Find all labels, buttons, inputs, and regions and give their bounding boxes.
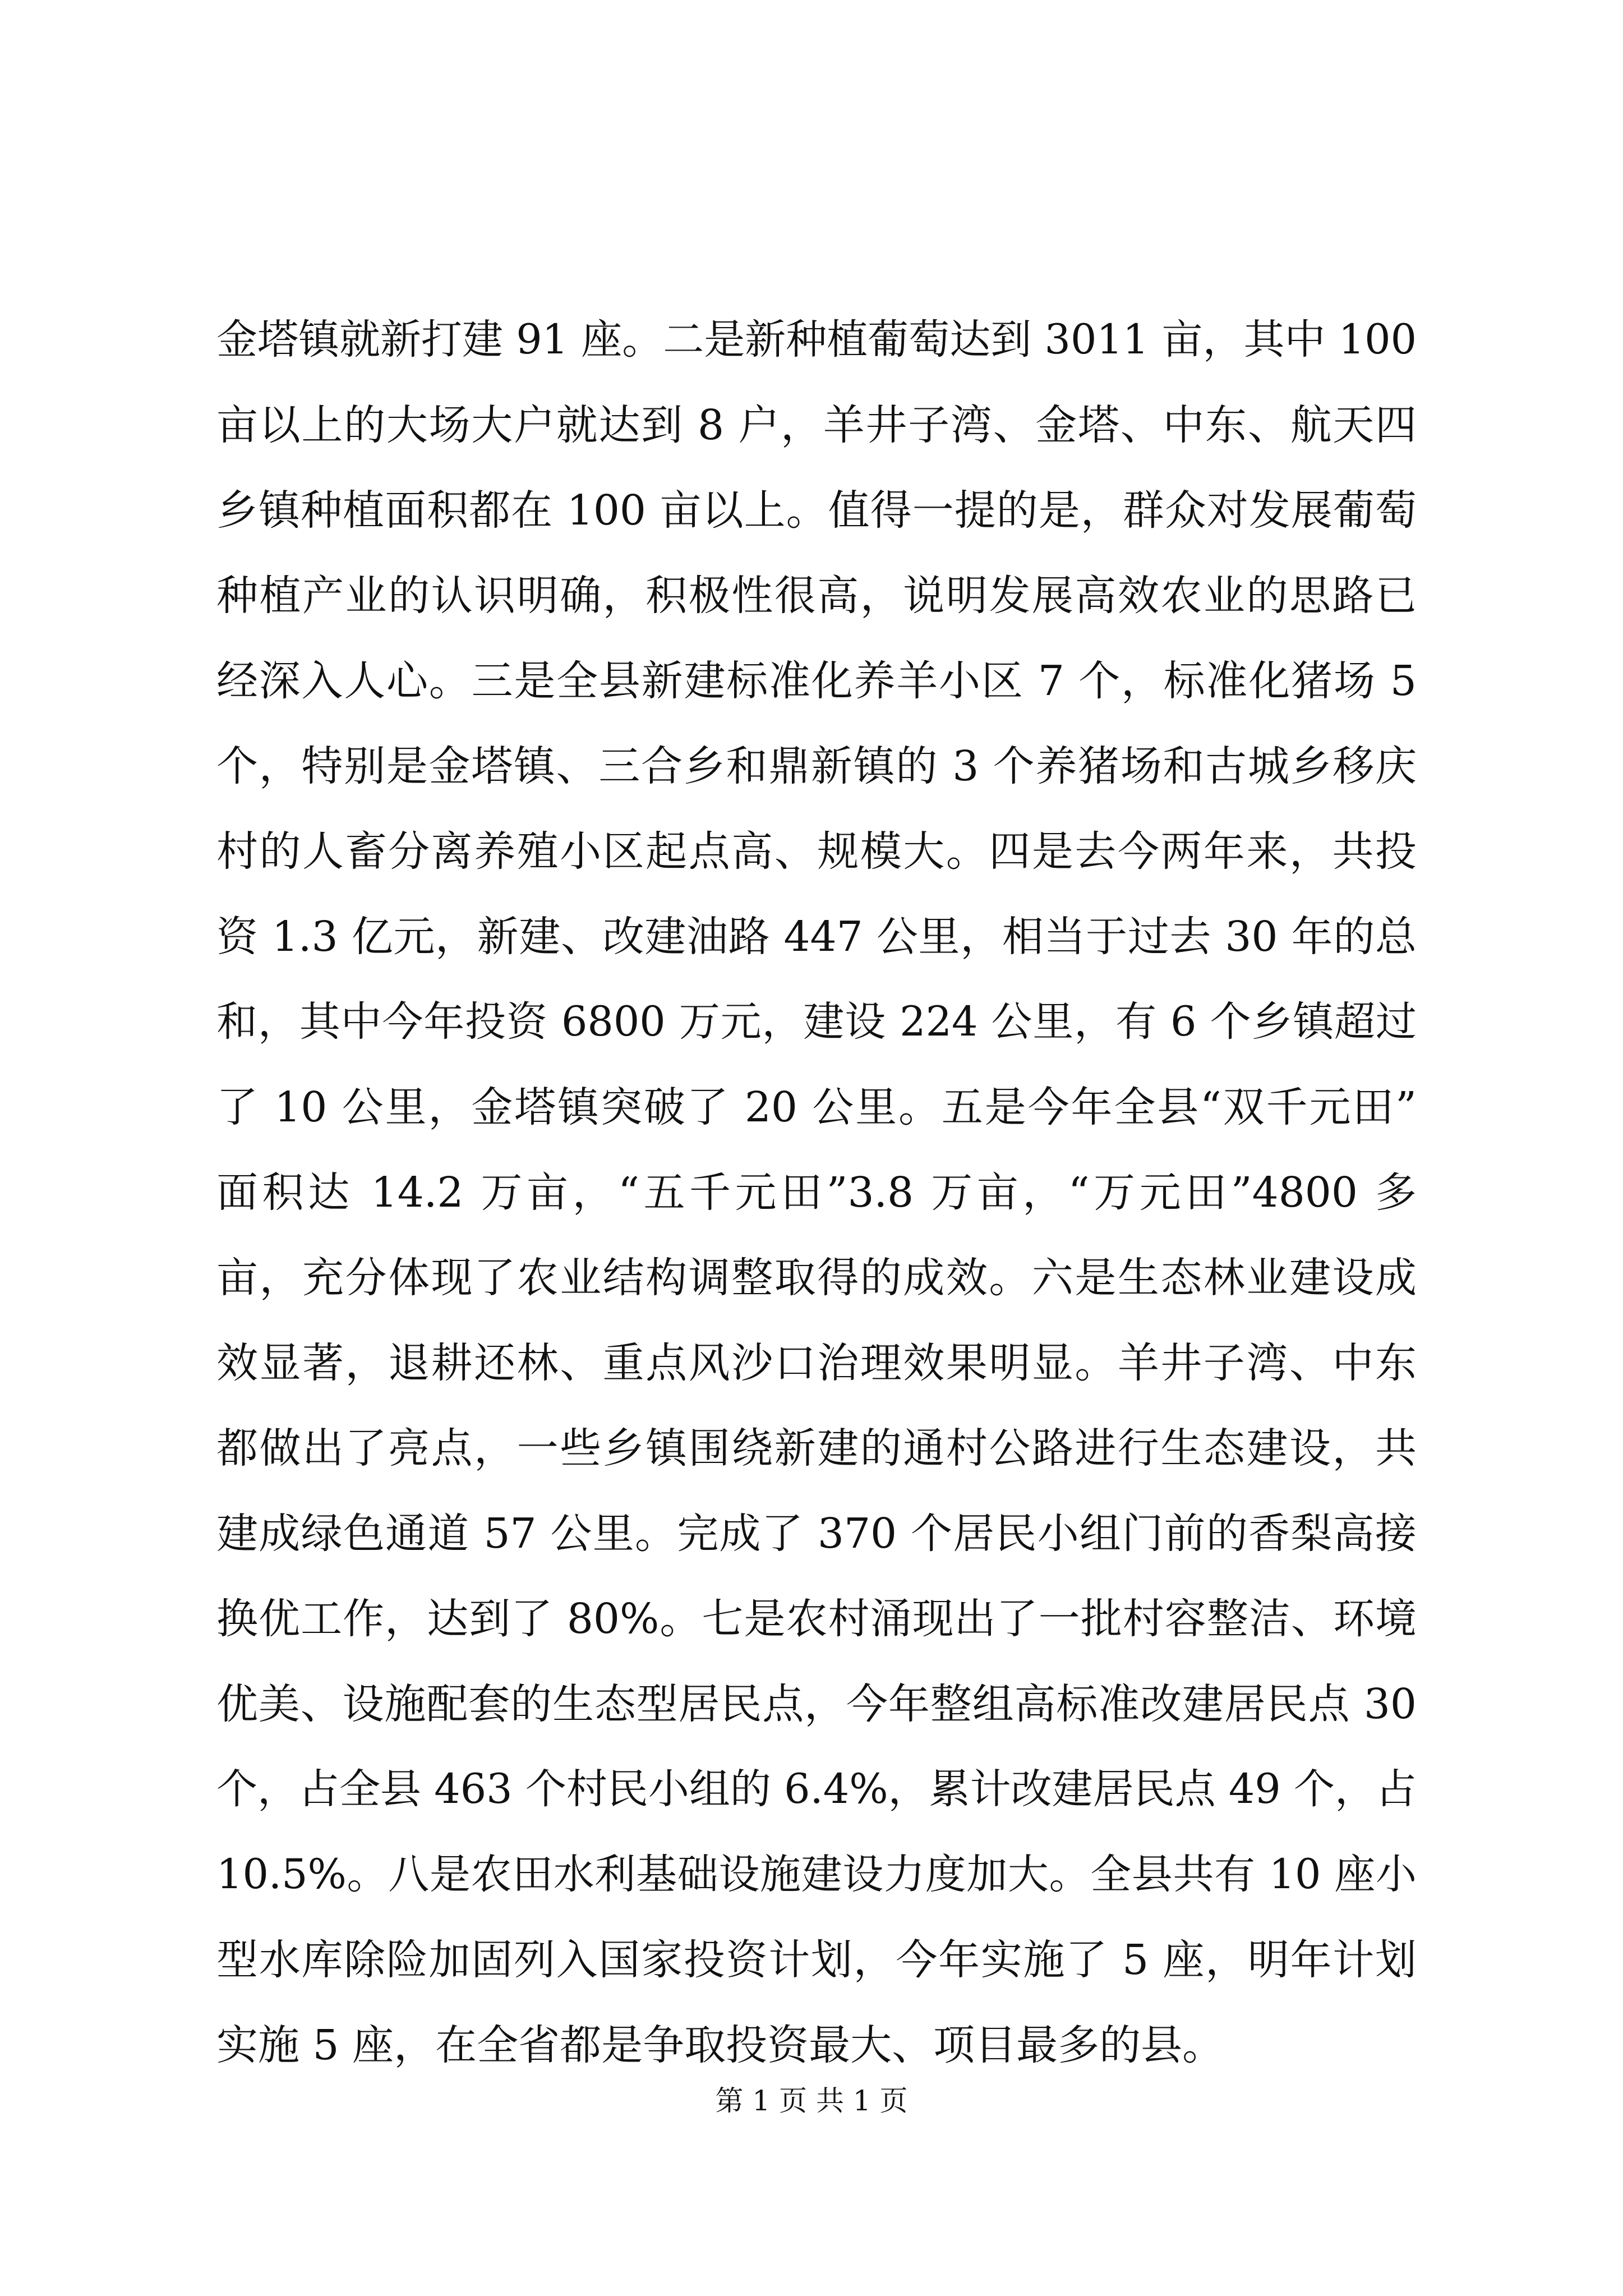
text-line: 金塔镇就新打建 91 座。二是新种植葡萄达到 3011 亩，其中 100 <box>216 316 1417 364</box>
text-line: 亩以上的大场大户就达到 8 户，羊井子湾、金塔、中东、航天四 <box>216 401 1417 449</box>
text-line: 换优工作，达到了 80%。七是农村涌现出了一批村容整洁、环境 <box>216 1595 1417 1643</box>
page-number-label: 第 1 页 共 1 页 <box>715 2085 908 2117</box>
body-paragraph <box>216 297 1417 2088</box>
text-line: 面积达 14.2 万亩，“五千元田”3.8 万亩，“万元田”4800 多 <box>216 1168 1417 1217</box>
text-line: 都做出了亮点，一些乡镇围绕新建的通村公路进行生态建设，共 <box>216 1424 1417 1473</box>
text-line: 资 1.3 亿元，新建、改建油路 447 公里，相当于过去 30 年的总 <box>216 913 1417 961</box>
text-line: 建成绿色通道 57 公里。完成了 370 个居民小组门前的香梨高接 <box>216 1510 1417 1558</box>
text-line: 型水库除险加固列入国家投资计划，今年实施了 5 座，明年计划 <box>216 1936 1417 1984</box>
text-line-last: 实施 5 座，在全省都是争取投资最大、项目最多的县。 <box>216 2021 1224 2069</box>
text-line: 种植产业的认识明确，积极性很高，说明发展高效农业的思路已 <box>216 572 1417 620</box>
text-line: 个，特别是金塔镇、三合乡和鼎新镇的 3 个养猪场和古城乡移庆 <box>216 742 1417 790</box>
text-line: 和，其中今年投资 6800 万元，建设 224 公里，有 6 个乡镇超过 <box>216 998 1417 1046</box>
text-line: 经深入人心。三是全县新建标准化养羊小区 7 个，标准化猪场 5 <box>216 657 1417 705</box>
text-line: 亩，充分体现了农业结构调整取得的成效。六是生态林业建设成 <box>216 1254 1417 1302</box>
text-line: 优美、设施配套的生态型居民点，今年整组高标准改建居民点 30 <box>216 1680 1417 1728</box>
text-line: 个，占全县 463 个村民小组的 6.4%，累计改建居民点 49 个，占 <box>216 1765 1417 1813</box>
page-footer <box>0 2081 1623 2120</box>
text-line: 10.5%。八是农田水利基础设施建设力度加大。全县共有 10 座小 <box>216 1851 1417 1898</box>
text-line: 乡镇种植面积都在 100 亩以上。值得一提的是，群众对发展葡萄 <box>216 486 1417 535</box>
text-line: 了 10 公里，金塔镇突破了 20 公里。五是今年全县“双千元田” <box>216 1083 1417 1131</box>
text-line: 村的人畜分离养殖小区起点高、规模大。四是去今两年来，共投 <box>216 827 1417 876</box>
text-line: 效显著，退耕还林、重点风沙口治理效果明显。羊井子湾、中东 <box>216 1339 1417 1387</box>
